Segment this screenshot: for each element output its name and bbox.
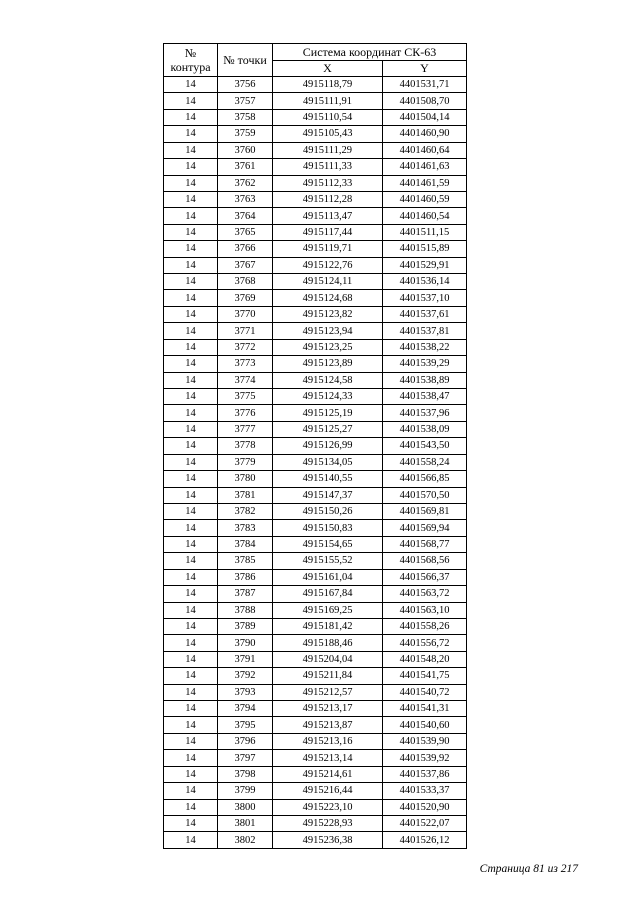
cell-contour: 14 — [164, 389, 218, 405]
cell-y: 4401543,50 — [383, 438, 467, 454]
cell-y: 4401533,37 — [383, 783, 467, 799]
cell-contour: 14 — [164, 405, 218, 421]
table-row — [164, 766, 467, 782]
cell-y: 4401558,24 — [383, 454, 467, 470]
cell-contour: 14 — [164, 487, 218, 503]
cell-contour: 14 — [164, 126, 218, 142]
cell-y: 4401531,71 — [383, 77, 467, 93]
table-row — [164, 701, 467, 717]
cell-point: 3781 — [218, 487, 273, 503]
cell-x: 4915188,46 — [273, 635, 383, 651]
cell-x: 4915213,87 — [273, 717, 383, 733]
cell-contour: 14 — [164, 471, 218, 487]
cell-y: 4401539,29 — [383, 356, 467, 372]
cell-y: 4401526,12 — [383, 832, 467, 848]
cell-contour: 14 — [164, 569, 218, 585]
cell-x: 4915213,14 — [273, 750, 383, 766]
cell-contour: 14 — [164, 832, 218, 848]
table-row — [164, 356, 467, 372]
cell-y: 4401461,59 — [383, 175, 467, 191]
cell-y: 4401539,92 — [383, 750, 467, 766]
cell-point: 3775 — [218, 389, 273, 405]
cell-contour: 14 — [164, 257, 218, 273]
cell-contour: 14 — [164, 635, 218, 651]
table-row — [164, 257, 467, 273]
table-row — [164, 553, 467, 569]
cell-x: 4915112,28 — [273, 191, 383, 207]
cell-y: 4401569,81 — [383, 503, 467, 519]
cell-y: 4401538,47 — [383, 389, 467, 405]
cell-contour: 14 — [164, 799, 218, 815]
cell-contour: 14 — [164, 684, 218, 700]
cell-point: 3795 — [218, 717, 273, 733]
cell-x: 4915216,44 — [273, 783, 383, 799]
cell-contour: 14 — [164, 766, 218, 782]
cell-y: 4401563,10 — [383, 602, 467, 618]
header-point-number: № точки — [218, 44, 273, 77]
table-row — [164, 651, 467, 667]
table-row — [164, 471, 467, 487]
cell-point: 3771 — [218, 323, 273, 339]
cell-x: 4915105,43 — [273, 126, 383, 142]
cell-point: 3801 — [218, 815, 273, 831]
cell-point: 3799 — [218, 783, 273, 799]
cell-y: 4401563,72 — [383, 586, 467, 602]
cell-point: 3779 — [218, 454, 273, 470]
cell-x: 4915110,54 — [273, 109, 383, 125]
cell-contour: 14 — [164, 503, 218, 519]
cell-point: 3761 — [218, 159, 273, 175]
table-row — [164, 142, 467, 158]
cell-y: 4401541,31 — [383, 701, 467, 717]
cell-x: 4915125,19 — [273, 405, 383, 421]
table-row — [164, 405, 467, 421]
table-row — [164, 421, 467, 437]
cell-contour: 14 — [164, 339, 218, 355]
cell-contour: 14 — [164, 701, 218, 717]
cell-contour: 14 — [164, 356, 218, 372]
cell-point: 3760 — [218, 142, 273, 158]
table-row — [164, 159, 467, 175]
table-header — [164, 44, 467, 77]
cell-point: 3769 — [218, 290, 273, 306]
cell-contour: 14 — [164, 93, 218, 109]
cell-point: 3793 — [218, 684, 273, 700]
cell-point: 3774 — [218, 372, 273, 388]
table-row — [164, 93, 467, 109]
table-row — [164, 323, 467, 339]
cell-y: 4401461,63 — [383, 159, 467, 175]
cell-point: 3791 — [218, 651, 273, 667]
cell-contour: 14 — [164, 323, 218, 339]
header-x: X — [273, 61, 383, 77]
cell-y: 4401537,61 — [383, 306, 467, 322]
table-row — [164, 635, 467, 651]
cell-point: 3784 — [218, 536, 273, 552]
cell-contour: 14 — [164, 372, 218, 388]
cell-point: 3790 — [218, 635, 273, 651]
header-y: Y — [383, 61, 467, 77]
cell-contour: 14 — [164, 142, 218, 158]
cell-point: 3798 — [218, 766, 273, 782]
table-row — [164, 224, 467, 240]
cell-x: 4915212,57 — [273, 684, 383, 700]
cell-x: 4915124,68 — [273, 290, 383, 306]
cell-x: 4915123,89 — [273, 356, 383, 372]
cell-x: 4915213,17 — [273, 701, 383, 717]
cell-contour: 14 — [164, 77, 218, 93]
table-row — [164, 503, 467, 519]
cell-contour: 14 — [164, 191, 218, 207]
cell-y: 4401540,72 — [383, 684, 467, 700]
cell-y: 4401566,37 — [383, 569, 467, 585]
cell-contour: 14 — [164, 651, 218, 667]
table-row — [164, 339, 467, 355]
cell-contour: 14 — [164, 290, 218, 306]
table-body — [164, 77, 467, 849]
table-row — [164, 389, 467, 405]
cell-y: 4401568,77 — [383, 536, 467, 552]
table-row — [164, 618, 467, 634]
table-row — [164, 569, 467, 585]
cell-point: 3786 — [218, 569, 273, 585]
cell-contour: 14 — [164, 750, 218, 766]
cell-point: 3762 — [218, 175, 273, 191]
cell-contour: 14 — [164, 306, 218, 322]
cell-contour: 14 — [164, 208, 218, 224]
cell-point: 3768 — [218, 274, 273, 290]
cell-x: 4915155,52 — [273, 553, 383, 569]
cell-x: 4915118,79 — [273, 77, 383, 93]
cell-x: 4915228,93 — [273, 815, 383, 831]
cell-point: 3780 — [218, 471, 273, 487]
cell-contour: 14 — [164, 520, 218, 536]
table-row — [164, 208, 467, 224]
cell-y: 4401539,90 — [383, 733, 467, 749]
table-row — [164, 487, 467, 503]
cell-x: 4915113,47 — [273, 208, 383, 224]
table-row — [164, 126, 467, 142]
cell-x: 4915213,16 — [273, 733, 383, 749]
cell-y: 4401460,59 — [383, 191, 467, 207]
cell-point: 3782 — [218, 503, 273, 519]
cell-x: 4915214,61 — [273, 766, 383, 782]
cell-x: 4915147,37 — [273, 487, 383, 503]
cell-contour: 14 — [164, 717, 218, 733]
cell-point: 3770 — [218, 306, 273, 322]
cell-x: 4915112,33 — [273, 175, 383, 191]
cell-x: 4915111,33 — [273, 159, 383, 175]
cell-contour: 14 — [164, 815, 218, 831]
cell-x: 4915134,05 — [273, 454, 383, 470]
table-row — [164, 290, 467, 306]
cell-point: 3797 — [218, 750, 273, 766]
cell-point: 3792 — [218, 668, 273, 684]
cell-y: 4401570,50 — [383, 487, 467, 503]
cell-x: 4915140,55 — [273, 471, 383, 487]
cell-contour: 14 — [164, 668, 218, 684]
cell-x: 4915123,82 — [273, 306, 383, 322]
cell-y: 4401508,70 — [383, 93, 467, 109]
cell-y: 4401548,20 — [383, 651, 467, 667]
table-row — [164, 815, 467, 831]
cell-x: 4915169,25 — [273, 602, 383, 618]
table-row — [164, 274, 467, 290]
cell-y: 4401529,91 — [383, 257, 467, 273]
cell-contour: 14 — [164, 454, 218, 470]
table-row — [164, 109, 467, 125]
page-number: Страница 81 из 217 — [479, 863, 578, 875]
cell-point: 3789 — [218, 618, 273, 634]
cell-contour: 14 — [164, 224, 218, 240]
table-row — [164, 733, 467, 749]
cell-point: 3796 — [218, 733, 273, 749]
cell-point: 3800 — [218, 799, 273, 815]
cell-x: 4915119,71 — [273, 241, 383, 257]
cell-y: 4401520,90 — [383, 799, 467, 815]
cell-y: 4401540,60 — [383, 717, 467, 733]
header-coordinate-system: Система координат СК-63 — [273, 44, 467, 61]
cell-x: 4915150,26 — [273, 503, 383, 519]
cell-contour: 14 — [164, 421, 218, 437]
cell-point: 3764 — [218, 208, 273, 224]
cell-x: 4915125,27 — [273, 421, 383, 437]
cell-contour: 14 — [164, 175, 218, 191]
cell-y: 4401504,14 — [383, 109, 467, 125]
cell-point: 3757 — [218, 93, 273, 109]
cell-contour: 14 — [164, 602, 218, 618]
table-row — [164, 799, 467, 815]
cell-point: 3785 — [218, 553, 273, 569]
cell-point: 3773 — [218, 356, 273, 372]
cell-contour: 14 — [164, 783, 218, 799]
cell-y: 4401515,89 — [383, 241, 467, 257]
cell-y: 4401541,75 — [383, 668, 467, 684]
cell-y: 4401538,89 — [383, 372, 467, 388]
cell-point: 3758 — [218, 109, 273, 125]
cell-x: 4915150,83 — [273, 520, 383, 536]
cell-y: 4401558,26 — [383, 618, 467, 634]
cell-x: 4915111,29 — [273, 142, 383, 158]
cell-x: 4915126,99 — [273, 438, 383, 454]
table-row — [164, 175, 467, 191]
cell-point: 3794 — [218, 701, 273, 717]
cell-y: 4401511,15 — [383, 224, 467, 240]
cell-y: 4401569,94 — [383, 520, 467, 536]
table-row — [164, 306, 467, 322]
cell-y: 4401537,96 — [383, 405, 467, 421]
table-row — [164, 520, 467, 536]
table-row — [164, 536, 467, 552]
cell-x: 4915117,44 — [273, 224, 383, 240]
cell-x: 4915123,94 — [273, 323, 383, 339]
header-contour-number: № контура — [164, 44, 218, 77]
cell-y: 4401460,64 — [383, 142, 467, 158]
cell-contour: 14 — [164, 553, 218, 569]
cell-x: 4915154,65 — [273, 536, 383, 552]
cell-x: 4915161,04 — [273, 569, 383, 585]
cell-point: 3778 — [218, 438, 273, 454]
cell-contour: 14 — [164, 618, 218, 634]
cell-y: 4401556,72 — [383, 635, 467, 651]
cell-point: 3802 — [218, 832, 273, 848]
cell-x: 4915123,25 — [273, 339, 383, 355]
cell-point: 3788 — [218, 602, 273, 618]
table-row — [164, 241, 467, 257]
table-row — [164, 586, 467, 602]
cell-contour: 14 — [164, 733, 218, 749]
table-row — [164, 750, 467, 766]
table-row — [164, 438, 467, 454]
cell-x: 4915111,91 — [273, 93, 383, 109]
cell-contour: 14 — [164, 274, 218, 290]
cell-x: 4915122,76 — [273, 257, 383, 273]
cell-y: 4401537,10 — [383, 290, 467, 306]
cell-x: 4915204,04 — [273, 651, 383, 667]
cell-y: 4401536,14 — [383, 274, 467, 290]
table-row — [164, 77, 467, 93]
cell-y: 4401522,07 — [383, 815, 467, 831]
table-row — [164, 668, 467, 684]
cell-y: 4401566,85 — [383, 471, 467, 487]
cell-x: 4915181,42 — [273, 618, 383, 634]
cell-point: 3787 — [218, 586, 273, 602]
table-row — [164, 372, 467, 388]
cell-x: 4915167,84 — [273, 586, 383, 602]
cell-x: 4915236,38 — [273, 832, 383, 848]
cell-point: 3767 — [218, 257, 273, 273]
cell-y: 4401460,54 — [383, 208, 467, 224]
table-row — [164, 602, 467, 618]
cell-contour: 14 — [164, 586, 218, 602]
cell-y: 4401538,22 — [383, 339, 467, 355]
cell-y: 4401537,81 — [383, 323, 467, 339]
cell-x: 4915223,10 — [273, 799, 383, 815]
table-row — [164, 684, 467, 700]
cell-point: 3756 — [218, 77, 273, 93]
table-row — [164, 783, 467, 799]
table-row — [164, 191, 467, 207]
cell-x: 4915124,33 — [273, 389, 383, 405]
cell-y: 4401460,90 — [383, 126, 467, 142]
cell-point: 3777 — [218, 421, 273, 437]
table-row — [164, 454, 467, 470]
cell-x: 4915124,11 — [273, 274, 383, 290]
coordinates-table — [163, 43, 467, 849]
cell-contour: 14 — [164, 241, 218, 257]
cell-contour: 14 — [164, 536, 218, 552]
cell-point: 3783 — [218, 520, 273, 536]
cell-x: 4915124,58 — [273, 372, 383, 388]
cell-point: 3766 — [218, 241, 273, 257]
cell-point: 3765 — [218, 224, 273, 240]
cell-contour: 14 — [164, 438, 218, 454]
cell-y: 4401538,09 — [383, 421, 467, 437]
table-row — [164, 832, 467, 848]
cell-y: 4401537,86 — [383, 766, 467, 782]
cell-y: 4401568,56 — [383, 553, 467, 569]
table-row — [164, 717, 467, 733]
cell-point: 3759 — [218, 126, 273, 142]
cell-contour: 14 — [164, 159, 218, 175]
cell-x: 4915211,84 — [273, 668, 383, 684]
cell-point: 3772 — [218, 339, 273, 355]
cell-point: 3776 — [218, 405, 273, 421]
cell-contour: 14 — [164, 109, 218, 125]
cell-point: 3763 — [218, 191, 273, 207]
